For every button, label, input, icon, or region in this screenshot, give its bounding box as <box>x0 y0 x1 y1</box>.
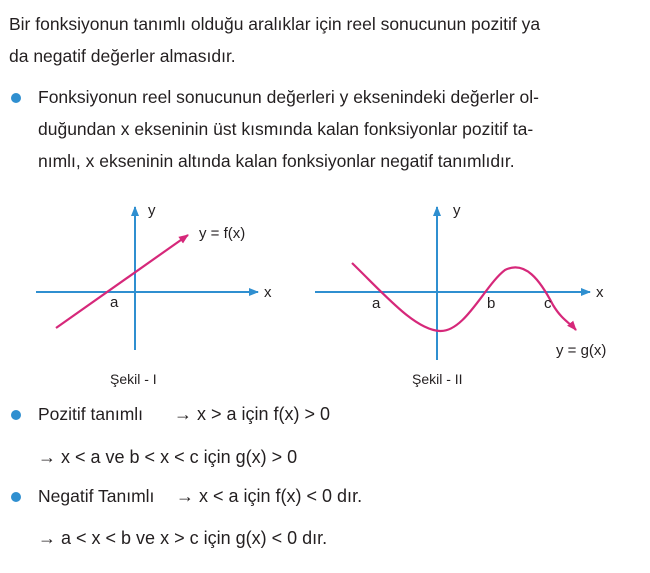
bullet1-line-1: Fonksiyonun reel sonucunun değerleri y eksenindeki değerler ol- <box>38 87 539 107</box>
figure-caption: Şekil - I <box>110 371 157 387</box>
intro-line-2: da negatif değerler almasıdır. <box>9 46 236 66</box>
root-label: a <box>110 294 119 311</box>
x-axis-label: x <box>596 284 604 301</box>
x-axis-label: x <box>264 284 272 301</box>
y-axis-label: y <box>148 202 156 219</box>
positive-label: Pozitif tanımlı <box>38 404 144 424</box>
root-c-label: c <box>544 295 552 312</box>
bullet-dot <box>11 93 21 103</box>
figure-1 <box>0 195 310 390</box>
root-a-label: a <box>372 295 381 312</box>
curve-g <box>352 263 576 331</box>
positive-rule-1: → x > a için f(x) > 0 <box>174 404 331 424</box>
negative-rule-1: → x < a için f(x) < 0 dır. <box>176 486 363 506</box>
root-b-label: b <box>487 295 496 312</box>
intro-line-1: Bir fonksiyonun tanımlı olduğu aralıklar için reel sonucunun pozitif ya <box>9 14 541 34</box>
bullet-dot <box>11 410 21 420</box>
figure-caption: Şekil - II <box>412 371 463 387</box>
negative-label: Negatif Tanımlı <box>38 486 155 506</box>
positive-rule-2: → x < a ve b < x < c için g(x) > 0 <box>38 447 298 467</box>
bullet-dot <box>11 492 21 502</box>
curve-label: y = f(x) <box>199 225 246 242</box>
curve-f <box>56 235 188 328</box>
bullet1-line-3: nımlı, x ekseninin altında kalan fonksiyonlar negatif tanımlıdır. <box>38 151 515 171</box>
y-axis-label: y <box>453 202 461 219</box>
figure-2 <box>300 195 640 390</box>
negative-rule-2: → a < x < b ve x > c için g(x) < 0 dır. <box>38 528 328 548</box>
curve-label: y = g(x) <box>556 342 607 359</box>
bullet1-line-2: duğundan x ekseninin üst kısmında kalan fonksiyonlar pozitif ta- <box>38 119 534 139</box>
